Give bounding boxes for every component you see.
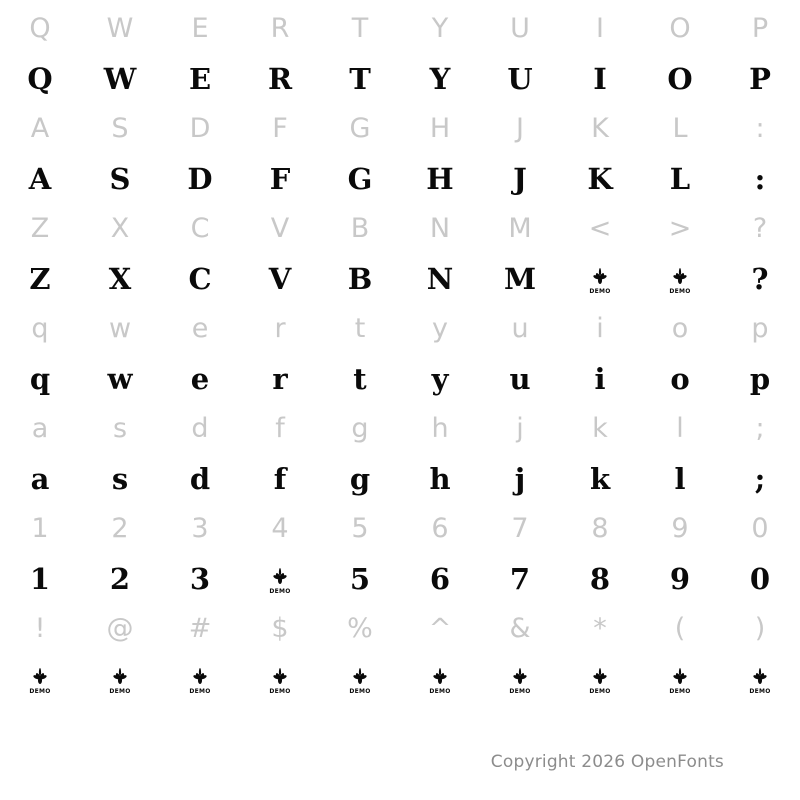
glyph-row-reference xyxy=(0,604,800,654)
glyph-cell: 1 xyxy=(29,562,51,596)
glyph-cell: s xyxy=(111,462,129,496)
glyph-cell: e xyxy=(190,362,210,396)
glyph-cell: ^ xyxy=(428,613,452,644)
glyph-cell: ; xyxy=(755,413,765,444)
demo-ornament-label: DEMO xyxy=(109,688,131,695)
glyph-row-reference xyxy=(0,504,800,554)
glyph-cell: W xyxy=(103,62,137,96)
glyph-cell: T xyxy=(351,13,369,44)
glyph-cell: F xyxy=(272,113,288,144)
glyph-cell: H xyxy=(429,113,451,144)
glyph-cell: t xyxy=(353,362,367,396)
glyph-cell: y xyxy=(431,362,449,396)
demo-ornament-glyph xyxy=(240,654,320,704)
glyph-cell: Q xyxy=(27,62,53,96)
glyph-cell: 4 xyxy=(271,513,289,544)
demo-ornament-icon xyxy=(107,666,133,696)
glyph-cell: ) xyxy=(754,613,766,644)
demo-ornament-label: DEMO xyxy=(589,288,611,295)
glyph-cell: u xyxy=(509,362,531,396)
glyph-row-reference xyxy=(0,304,800,354)
demo-ornament-icon xyxy=(267,566,293,596)
demo-ornament-glyph xyxy=(320,654,400,704)
glyph-cell: P xyxy=(749,62,771,96)
demo-ornament-icon xyxy=(427,666,453,696)
glyph-cell: d xyxy=(191,413,209,444)
glyph-cell: M xyxy=(503,262,537,296)
glyph-cell: w xyxy=(108,313,132,344)
glyph-cell: a xyxy=(31,413,49,444)
demo-ornament-icon xyxy=(667,666,693,696)
glyph-row-specimen xyxy=(0,154,800,204)
glyph-cell: g xyxy=(349,462,371,496)
glyph-cell: : xyxy=(755,113,765,144)
glyph-cell: 5 xyxy=(351,513,369,544)
demo-ornament-icon xyxy=(587,266,613,296)
glyph-cell: T xyxy=(349,62,371,96)
demo-ornament-glyph xyxy=(480,654,560,704)
glyph-cell: J xyxy=(513,162,527,196)
glyph-cell: R xyxy=(267,62,293,96)
glyph-cell: e xyxy=(191,313,209,344)
demo-ornament-label: DEMO xyxy=(349,688,371,695)
demo-ornament-label: DEMO xyxy=(589,688,611,695)
demo-ornament-icon xyxy=(267,666,293,696)
glyph-cell: t xyxy=(354,313,366,344)
glyph-cell: w xyxy=(107,362,133,396)
glyph-cell: & xyxy=(509,613,531,644)
glyph-cell: 5 xyxy=(349,562,371,596)
glyph-cell: I xyxy=(596,13,604,44)
demo-ornament-glyph xyxy=(640,254,720,304)
glyph-cell: M xyxy=(508,213,532,244)
glyph-cell: ? xyxy=(752,213,768,244)
demo-ornament-label: DEMO xyxy=(509,688,531,695)
glyph-cell: X xyxy=(108,262,132,296)
glyph-row-specimen xyxy=(0,254,800,304)
glyph-cell: l xyxy=(674,462,686,496)
glyph-cell: V xyxy=(270,213,290,244)
glyph-cell: J xyxy=(516,113,524,144)
glyph-cell: ; xyxy=(754,462,766,496)
demo-ornament-icon xyxy=(347,666,373,696)
glyph-cell: N xyxy=(426,262,454,296)
glyph-cell: 6 xyxy=(429,562,451,596)
demo-ornament-glyph xyxy=(240,554,320,604)
glyph-cell: k xyxy=(592,413,608,444)
glyph-cell: 0 xyxy=(749,562,771,596)
demo-ornament-label: DEMO xyxy=(749,688,771,695)
glyph-cell: f xyxy=(273,462,287,496)
glyph-cell: H xyxy=(426,162,454,196)
glyph-cell: q xyxy=(31,313,49,344)
glyph-cell: U xyxy=(510,13,530,44)
glyph-cell: K xyxy=(591,113,609,144)
demo-ornament-glyph xyxy=(400,654,480,704)
glyph-cell: ! xyxy=(34,613,46,644)
glyph-cell: o xyxy=(670,362,690,396)
glyph-cell: @ xyxy=(106,613,134,644)
glyph-cell: l xyxy=(676,413,684,444)
glyph-cell: 1 xyxy=(31,513,49,544)
glyph-cell: r xyxy=(274,313,286,344)
demo-ornament-label: DEMO xyxy=(189,688,211,695)
glyph-cell: D xyxy=(187,162,213,196)
demo-ornament-icon xyxy=(747,666,773,696)
glyph-cell: E xyxy=(191,13,209,44)
glyph-cell: s xyxy=(112,413,128,444)
glyph-cell: E xyxy=(188,62,212,96)
glyph-cell: * xyxy=(593,613,607,644)
glyph-cell: C xyxy=(190,213,210,244)
demo-ornament-icon xyxy=(587,666,613,696)
glyph-row-reference xyxy=(0,404,800,454)
glyph-row-specimen xyxy=(0,354,800,404)
glyph-cell: A xyxy=(28,162,52,196)
glyph-cell: C xyxy=(188,262,212,296)
glyph-cell: S xyxy=(109,162,131,196)
demo-ornament-icon xyxy=(507,666,533,696)
demo-ornament-glyph xyxy=(80,654,160,704)
glyph-cell: p xyxy=(751,313,769,344)
glyph-cell: d xyxy=(189,462,211,496)
demo-ornament-icon xyxy=(187,666,213,696)
glyph-cell: 7 xyxy=(509,562,531,596)
glyph-cell: < xyxy=(588,213,612,244)
demo-ornament-label: DEMO xyxy=(269,688,291,695)
glyph-cell: ( xyxy=(674,613,686,644)
glyph-cell: S xyxy=(111,113,129,144)
glyph-cell: I xyxy=(593,62,607,96)
demo-ornament-glyph xyxy=(560,654,640,704)
glyph-cell: X xyxy=(110,213,130,244)
glyph-cell: > xyxy=(668,213,692,244)
glyph-cell: B xyxy=(347,262,373,296)
glyph-cell: k xyxy=(589,462,611,496)
glyph-cell: F xyxy=(269,162,291,196)
glyph-cell: Q xyxy=(29,13,51,44)
glyph-cell: 3 xyxy=(191,513,209,544)
glyph-row-specimen xyxy=(0,54,800,104)
glyph-cell: K xyxy=(587,162,613,196)
glyph-cell: ? xyxy=(751,262,769,296)
glyph-cell: D xyxy=(189,113,211,144)
glyph-cell: 2 xyxy=(109,562,131,596)
glyph-cell: : xyxy=(754,162,766,196)
glyph-cell: i xyxy=(594,362,606,396)
demo-ornament-label: DEMO xyxy=(669,688,691,695)
demo-ornament-label: DEMO xyxy=(669,288,691,295)
glyph-cell: Y xyxy=(431,13,449,44)
demo-ornament-icon xyxy=(27,666,53,696)
glyph-cell: y xyxy=(432,313,448,344)
glyph-cell: P xyxy=(751,13,769,44)
glyph-cell: 9 xyxy=(669,562,691,596)
glyph-row-specimen xyxy=(0,654,800,704)
demo-ornament-label: DEMO xyxy=(269,588,291,595)
glyph-cell: 8 xyxy=(591,513,609,544)
glyph-cell: a xyxy=(30,462,50,496)
demo-ornament-glyph xyxy=(720,654,800,704)
glyph-cell: V xyxy=(268,262,292,296)
demo-ornament-glyph xyxy=(0,654,80,704)
glyph-cell: G xyxy=(349,113,371,144)
glyph-cell: h xyxy=(431,413,449,444)
glyph-cell: Z xyxy=(30,213,50,244)
glyph-cell: Z xyxy=(29,262,51,296)
glyph-cell: o xyxy=(671,313,689,344)
glyph-cell: f xyxy=(275,413,285,444)
copyright-notice: Copyright 2026 OpenFonts xyxy=(490,752,724,772)
glyph-row-specimen xyxy=(0,554,800,604)
glyph-cell: R xyxy=(270,13,290,44)
glyph-cell: i xyxy=(596,313,604,344)
glyph-cell: 2 xyxy=(111,513,129,544)
demo-ornament-label: DEMO xyxy=(29,688,51,695)
glyph-cell: 0 xyxy=(751,513,769,544)
glyph-cell: G xyxy=(347,162,373,196)
glyph-cell: U xyxy=(507,62,533,96)
glyph-cell: A xyxy=(30,113,50,144)
glyph-cell: h xyxy=(429,462,451,496)
glyph-cell: W xyxy=(106,13,134,44)
glyph-cell: # xyxy=(188,613,212,644)
glyph-cell: u xyxy=(511,313,529,344)
demo-ornament-glyph xyxy=(640,654,720,704)
glyph-cell: Y xyxy=(429,62,451,96)
demo-ornament-glyph xyxy=(560,254,640,304)
glyph-cell: 8 xyxy=(589,562,611,596)
glyph-cell: j xyxy=(514,462,526,496)
demo-ornament-icon xyxy=(667,266,693,296)
glyph-cell: B xyxy=(350,213,370,244)
glyph-cell: j xyxy=(516,413,524,444)
glyph-cell: 3 xyxy=(189,562,211,596)
glyph-cell: O xyxy=(667,62,693,96)
glyph-cell: O xyxy=(669,13,691,44)
glyph-row-reference xyxy=(0,204,800,254)
glyph-cell: g xyxy=(351,413,369,444)
glyph-cell: $ xyxy=(271,613,289,644)
glyph-cell: p xyxy=(749,362,771,396)
glyph-cell: q xyxy=(29,362,51,396)
glyph-cell: L xyxy=(669,162,691,196)
glyph-row-reference xyxy=(0,104,800,154)
glyph-cell: r xyxy=(272,362,288,396)
demo-ornament-label: DEMO xyxy=(429,688,451,695)
glyph-cell: L xyxy=(672,113,688,144)
glyph-cell: 9 xyxy=(671,513,689,544)
glyph-cell: % xyxy=(347,613,373,644)
glyph-cell: N xyxy=(429,213,451,244)
glyph-cell: 6 xyxy=(431,513,449,544)
glyph-row-reference xyxy=(0,4,800,54)
glyph-row-specimen xyxy=(0,454,800,504)
glyph-cell: 7 xyxy=(511,513,529,544)
demo-ornament-glyph xyxy=(160,654,240,704)
